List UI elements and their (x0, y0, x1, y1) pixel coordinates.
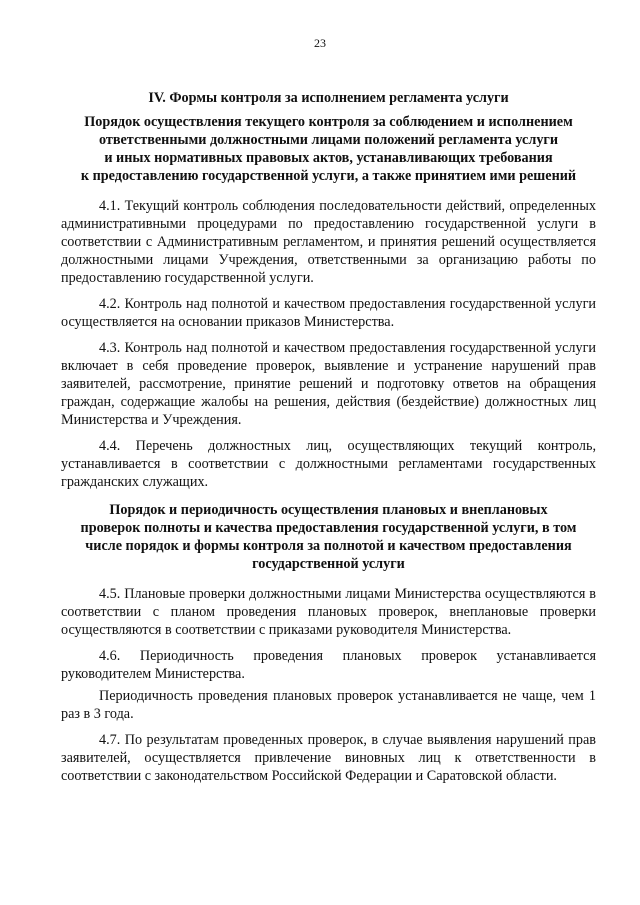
heading-line: и иных нормативных правовых актов, устанавливающих требования (104, 150, 553, 166)
paragraph-4-3: 4.3. Контроль над полнотой и качеством предоставления государственной услуги включает в себя проведение проверок, выявление и устранение нарушений прав заявителей, рассмотрение, принятие решений и подготовку ответов на обращения граждан, содержащие жалобы на решения, действия (бездействие) должностных лиц Министерства и Учреждения. (61, 340, 596, 428)
paragraph-4-7: 4.7. По результатам проведенных проверок, в случае выявления нарушений прав заявителей, осуществляется привлечение виновных лиц к ответственности в соответствии с законодательством Российской Федерации и Саратовской области. (61, 732, 596, 784)
paragraph-4-1: 4.1. Текущий контроль соблюдения последовательности действий, определенных административными процедурами по предоставлению государственной услуги в соответствии с Административным регламентом, и принятия решений осуществляется должностными лицами Учреждения, ответственными за организацию работы по предоставлению государственной услуги. (61, 198, 596, 286)
paragraph-4-5: 4.5. Плановые проверки должностными лицами Министерства осуществляются в соответствии с планом проведения плановых проверок, внеплановые проверки осуществляются в соответствии с приказами руководителя Министерства. (61, 586, 596, 638)
heading-line: проверок полноты и качества предоставления государственной услуги, в том (80, 520, 577, 536)
subsection-title-current-control (61, 113, 596, 185)
heading-line: Порядок осуществления текущего контроля за соблюдением и исполнением (84, 114, 573, 130)
document-body (61, 89, 596, 793)
section-title: IV. Формы контроля за исполнением регламента услуги (148, 90, 509, 106)
heading-line: ответственными должностными лицами положений регламента услуги (98, 132, 559, 148)
subsection-title-inspections (61, 501, 596, 573)
paragraph-4-2: 4.2. Контроль над полнотой и качеством предоставления государственной услуги осуществляется на основании приказов Министерства. (61, 296, 596, 330)
paragraph-4-6: 4.6. Периодичность проведения плановых проверок устанавливается руководителем Министерства. (61, 648, 596, 682)
heading-line: к предоставлению государственной услуги, а также принятием ими решений (80, 168, 577, 184)
page-number: 23 (314, 36, 326, 50)
heading-line: Порядок и периодичность осуществления плановых и внеплановых (109, 502, 548, 518)
paragraph-frequency: Периодичность проведения плановых проверок устанавливается не чаще, чем 1 раз в 3 года. (61, 688, 596, 722)
paragraph-4-4: 4.4. Перечень должностных лиц, осуществляющих текущий контроль, устанавливается в соответствии с должностными регламентами государственных гражданских служащих. (61, 438, 596, 490)
heading-line: государственной услуги (252, 556, 405, 572)
heading-line: числе порядок и формы контроля за полнотой и качеством предоставления (85, 538, 572, 554)
